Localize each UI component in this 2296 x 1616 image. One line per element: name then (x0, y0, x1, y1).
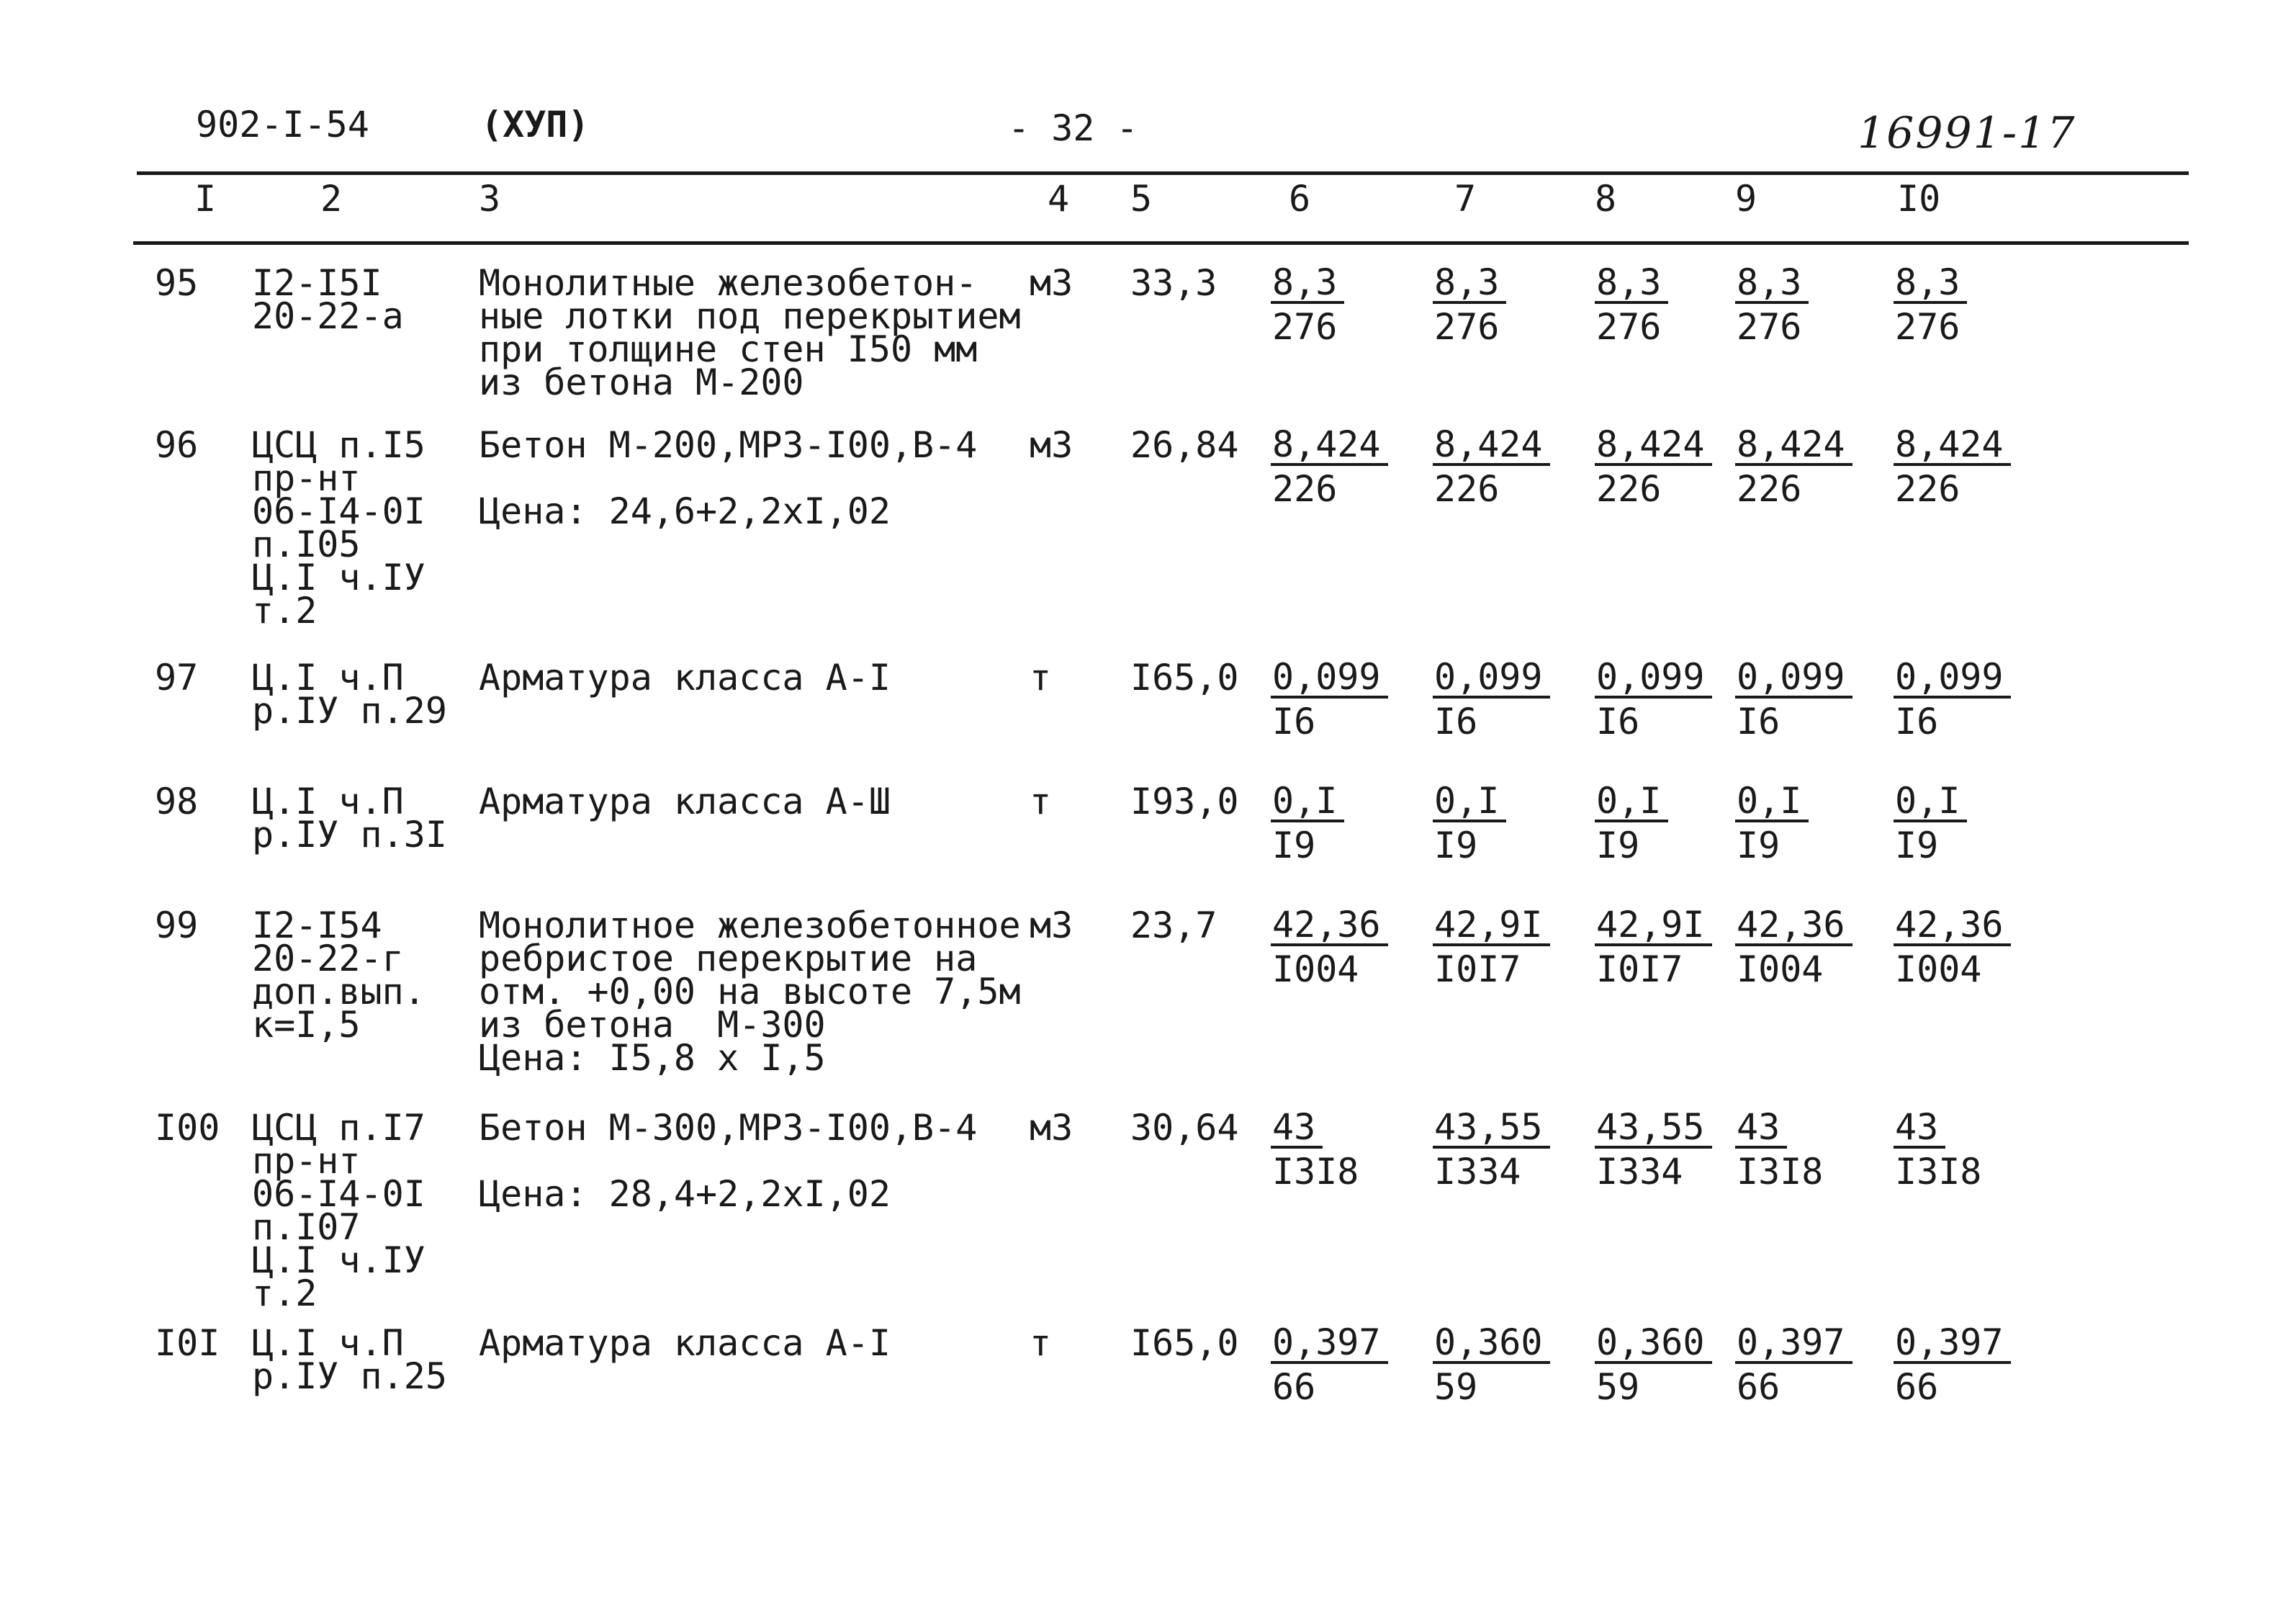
column-number: 6 (1289, 178, 1311, 220)
quantity-value: 8,424 (1894, 426, 2011, 466)
rate-code-line: Ц.I ч.IУ (252, 557, 426, 598)
column-number: 9 (1735, 178, 1757, 220)
quantity-cost-cell (1271, 655, 1388, 745)
quantity-cost-cell (1433, 779, 1506, 868)
rate-code-line: Ц.I ч.П (252, 781, 404, 822)
description-line: Арматура класса А-I (479, 1322, 891, 1364)
quantity-cost-cell (1894, 423, 2011, 512)
cost-value: I3I8 (1272, 1151, 1359, 1193)
description-line: Цена: 24,6+2,2хI,02 (479, 490, 891, 532)
row-number: 99 (155, 904, 199, 946)
cost-value: I6 (1272, 701, 1316, 742)
cost-value: 226 (1737, 468, 1802, 510)
unit: т (1030, 781, 1052, 822)
cost-value: I004 (1737, 948, 1824, 990)
quantity-cost-cell (1271, 423, 1388, 512)
description-line: из бетона М-200 (479, 362, 804, 403)
quantity-cost-cell (1271, 1105, 1359, 1195)
quantity-value: 42,9I (1433, 906, 1550, 946)
quantity-cost-cell (1271, 903, 1388, 992)
quantity-cost-cell (1735, 261, 1809, 350)
quantity-cost-cell (1595, 261, 1668, 350)
description-line: Бетон М-200,МРЗ-I00,В-4 (479, 424, 978, 466)
column-number: 5 (1130, 178, 1153, 220)
quantity-value: 0,099 (1271, 658, 1388, 699)
rate-code-line: пр-нт (252, 457, 361, 499)
cost-value: I334 (1434, 1151, 1521, 1193)
cost-value: I334 (1596, 1151, 1683, 1193)
quantity-cost-cell (1894, 1321, 2011, 1410)
description-line: Арматура класса А-Ш (479, 781, 891, 822)
section-label: (ХУП) (481, 104, 590, 145)
cost-value: 59 (1596, 1366, 1640, 1408)
quantity-value: 0,I (1595, 782, 1668, 822)
quantity-value: 8,424 (1595, 426, 1712, 466)
quantity-cost-cell (1595, 423, 1712, 512)
rate-code-line: ЦСЦ п.I5 (252, 424, 426, 466)
cost-value: 66 (1895, 1366, 1939, 1408)
quantity-value: 8,3 (1735, 264, 1809, 304)
column-number: 7 (1454, 178, 1477, 220)
row-number: 98 (155, 781, 199, 822)
cost-value: 226 (1434, 468, 1500, 510)
quantity-value: 8,3 (1271, 264, 1344, 304)
quantity-cost-cell (1595, 1321, 1712, 1410)
rate-code-line: 20-22-г (252, 938, 404, 979)
unit-price: I65,0 (1130, 1322, 1239, 1364)
quantity-value: 0,360 (1433, 1324, 1550, 1364)
quantity-cost-cell (1894, 779, 1967, 868)
cost-value: I004 (1272, 948, 1359, 990)
column-number: 4 (1048, 178, 1070, 220)
description-line: отм. +0,00 на высоте 7,5м (479, 971, 1021, 1013)
quantity-value: 0,360 (1595, 1324, 1712, 1364)
cost-value: I0I7 (1434, 948, 1521, 990)
header-top-rule (137, 171, 2189, 175)
quantity-value: 42,9I (1595, 906, 1712, 946)
rate-code-line: Ц.I ч.П (252, 657, 404, 699)
cost-value: I0I7 (1596, 948, 1683, 990)
handwritten-reference: 16991-17 (1858, 108, 2076, 158)
cost-value: 59 (1434, 1366, 1478, 1408)
rate-code-line: I2-I54 (252, 904, 382, 946)
rate-code-line: 06-I4-0I (252, 1173, 426, 1215)
quantity-value: 8,424 (1271, 426, 1388, 466)
document-code: 902-I-54 (196, 104, 369, 145)
quantity-cost-cell (1271, 1321, 1388, 1410)
quantity-value: 0,397 (1735, 1324, 1852, 1364)
quantity-cost-cell (1595, 655, 1712, 745)
description-line: Бетон М-300,МРЗ-I00,В-4 (479, 1107, 978, 1149)
quantity-value: 8,3 (1894, 264, 1967, 304)
cost-value: 276 (1737, 306, 1802, 348)
cost-value: I9 (1596, 825, 1640, 866)
quantity-cost-cell (1894, 903, 2011, 992)
quantity-cost-cell (1595, 1105, 1712, 1195)
description-line: Цена: I5,8 х I,5 (479, 1037, 826, 1079)
cost-value: I3I8 (1895, 1151, 1982, 1193)
rate-code-line: ЦСЦ п.I7 (252, 1107, 426, 1149)
description-line: ные лотки под перекрытием (479, 295, 1021, 337)
quantity-value: 0,I (1271, 782, 1344, 822)
row-number: 96 (155, 424, 199, 466)
quantity-value: 43 (1271, 1108, 1323, 1149)
quantity-cost-cell (1595, 903, 1712, 992)
unit-price: 23,7 (1130, 904, 1217, 946)
cost-value: I9 (1434, 825, 1478, 866)
quantity-cost-cell (1894, 1105, 1981, 1195)
cost-value: I6 (1737, 701, 1780, 742)
cost-value: I9 (1737, 825, 1780, 866)
column-number: 2 (320, 178, 343, 220)
quantity-cost-cell (1735, 423, 1852, 512)
row-number: I0I (155, 1322, 220, 1364)
quantity-cost-cell (1735, 779, 1809, 868)
rate-code-line: р.IУ п.29 (252, 690, 447, 732)
quantity-value: 8,424 (1735, 426, 1852, 466)
row-number: I00 (155, 1107, 220, 1149)
quantity-cost-cell (1735, 903, 1852, 992)
rate-code-line: I2-I5I (252, 262, 382, 304)
rate-code-line: доп.вып. (252, 971, 426, 1013)
unit: м3 (1030, 904, 1073, 946)
cost-value: I6 (1596, 701, 1640, 742)
quantity-cost-cell (1595, 779, 1668, 868)
quantity-value: 0,397 (1894, 1324, 2011, 1364)
cost-value: 226 (1272, 468, 1338, 510)
rate-code-line: т.2 (252, 1272, 318, 1314)
rate-code-line: р.IУ п.3I (252, 814, 447, 856)
quantity-value: 8,3 (1433, 264, 1506, 304)
row-number: 95 (155, 262, 199, 304)
cost-value: I9 (1895, 825, 1939, 866)
unit-price: I65,0 (1130, 657, 1239, 699)
quantity-cost-cell (1271, 779, 1344, 868)
rate-code-line: п.I05 (252, 524, 361, 565)
row-number: 97 (155, 657, 199, 699)
rate-code-line: 20-22-а (252, 295, 404, 337)
rate-code-line: к=I,5 (252, 1004, 361, 1046)
quantity-cost-cell (1894, 261, 1967, 350)
cost-value: 276 (1434, 306, 1500, 348)
unit: т (1030, 657, 1052, 699)
rate-code-line: Ц.I ч.IУ (252, 1239, 426, 1281)
description-line: ребристое перекрытие на (479, 938, 978, 979)
description-line: Монолитные железобетон- (479, 262, 978, 304)
quantity-cost-cell (1271, 261, 1344, 350)
quantity-value: 0,099 (1735, 658, 1852, 699)
quantity-value: 8,3 (1595, 264, 1668, 304)
cost-value: I9 (1272, 825, 1316, 866)
quantity-cost-cell (1433, 903, 1550, 992)
quantity-cost-cell (1735, 655, 1852, 745)
rate-code-line: р.IУ п.25 (252, 1355, 447, 1397)
cost-value: 226 (1895, 468, 1960, 510)
unit: м3 (1030, 424, 1073, 466)
column-number: I0 (1897, 178, 1941, 220)
quantity-value: 0,099 (1433, 658, 1550, 699)
rate-code-line: 06-I4-0I (252, 490, 426, 532)
column-number: I (194, 178, 217, 220)
unit: т (1030, 1322, 1052, 1364)
rate-code-line: п.I07 (252, 1206, 361, 1248)
quantity-cost-cell (1433, 261, 1506, 350)
quantity-cost-cell (1433, 423, 1550, 512)
header-bottom-rule (133, 241, 2189, 245)
quantity-cost-cell (1735, 1105, 1823, 1195)
unit-price: 26,84 (1130, 424, 1239, 466)
cost-value: 66 (1272, 1366, 1316, 1408)
quantity-value: 43 (1894, 1108, 1945, 1149)
quantity-value: 0,I (1433, 782, 1506, 822)
unit: м3 (1030, 262, 1073, 304)
unit-price: I93,0 (1130, 781, 1239, 822)
cost-value: I004 (1895, 948, 1982, 990)
quantity-value: 42,36 (1735, 906, 1852, 946)
quantity-value: 0,099 (1894, 658, 2011, 699)
quantity-cost-cell (1735, 1321, 1852, 1410)
quantity-value: 43,55 (1433, 1108, 1550, 1149)
description-line: при толщине стен I50 мм (479, 328, 978, 370)
description-line: Цена: 28,4+2,2хI,02 (479, 1173, 891, 1215)
description-line: Монолитное железобетонное (479, 904, 1021, 946)
quantity-value: 8,424 (1433, 426, 1550, 466)
rate-code-line: Ц.I ч.П (252, 1322, 404, 1364)
rate-code-line: пр-нт (252, 1140, 361, 1182)
cost-value: I6 (1895, 701, 1939, 742)
quantity-value: 0,I (1894, 782, 1967, 822)
quantity-value: 0,I (1735, 782, 1809, 822)
quantity-value: 0,397 (1271, 1324, 1388, 1364)
quantity-value: 43,55 (1595, 1108, 1712, 1149)
description-line: из бетона М-300 (479, 1004, 826, 1046)
quantity-cost-cell (1433, 1105, 1550, 1195)
quantity-cost-cell (1433, 655, 1550, 745)
unit: м3 (1030, 1107, 1073, 1149)
cost-value: 276 (1596, 306, 1662, 348)
quantity-value: 42,36 (1271, 906, 1388, 946)
quantity-cost-cell (1894, 655, 2011, 745)
unit-price: 30,64 (1130, 1107, 1239, 1149)
column-number: 8 (1595, 178, 1617, 220)
description-line: Арматура класса А-I (479, 657, 891, 699)
quantity-cost-cell (1433, 1321, 1550, 1410)
quantity-value: 0,099 (1595, 658, 1712, 699)
cost-value: I6 (1434, 701, 1478, 742)
cost-value: 226 (1596, 468, 1662, 510)
cost-value: 66 (1737, 1366, 1780, 1408)
rate-code-line: т.2 (252, 590, 318, 632)
column-number: 3 (479, 178, 501, 220)
unit-price: 33,3 (1130, 262, 1217, 304)
cost-value: 276 (1895, 306, 1960, 348)
cost-value: I3I8 (1737, 1151, 1824, 1193)
quantity-value: 43 (1735, 1108, 1787, 1149)
page-number: - 32 - (1008, 107, 1138, 149)
cost-value: 276 (1272, 306, 1338, 348)
quantity-value: 42,36 (1894, 906, 2011, 946)
